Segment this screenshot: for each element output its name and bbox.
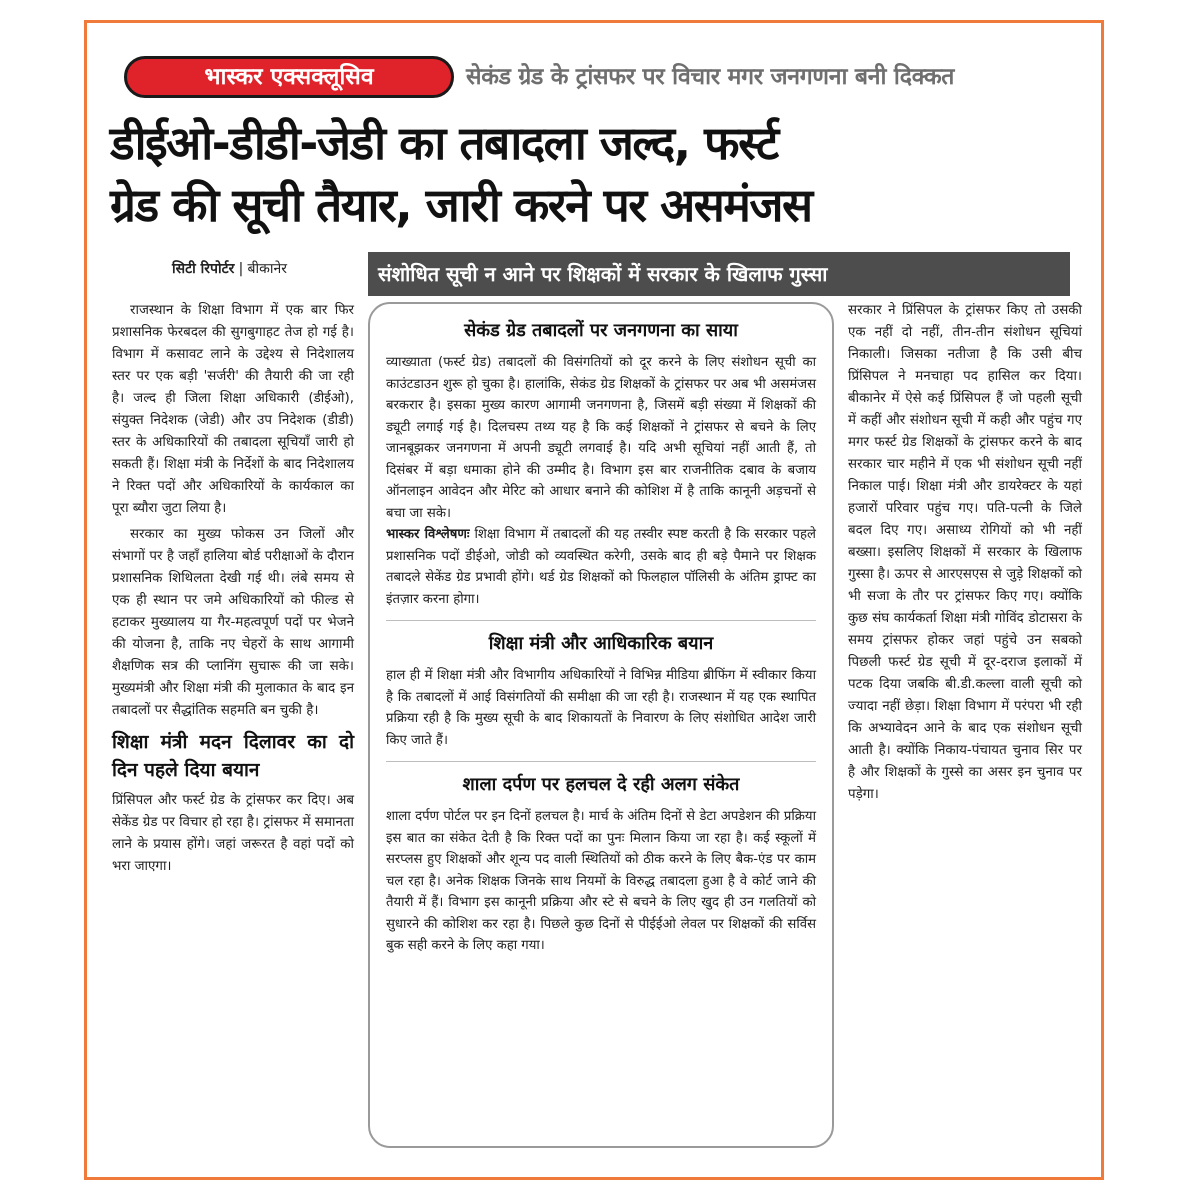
minister-statement-text: प्रिंसिपल और फर्स्ट ग्रेड के ट्रांसफर कर दिए। अब सेकेंड ग्रेड पर विचार हो रहा है। ट्रांसफर में समानता लाने के प्रयास होंगे। जहां जरूरत है वहां पदों को भरा जाएगा। (112, 793, 354, 874)
section-official-heading: शिक्षा मंत्री और आधिकारिक बयान (488, 633, 714, 654)
byline-separator: | (238, 261, 244, 277)
minister-statement-heading: शिक्षा मंत्री मदन दिलावर का दो दिन पहले दिया बयान (112, 731, 354, 781)
right-column (848, 300, 1082, 810)
headline (110, 112, 1100, 236)
section-divider (386, 761, 816, 762)
left-column (112, 300, 354, 882)
section-divider (386, 620, 816, 621)
exclusive-badge (124, 56, 454, 98)
section-official-text: हाल ही में शिक्षा मंत्री और विभागीय अधिकारियों ने विभिन्न मीडिया ब्रीफिंग में स्वीकार किया है कि तबादलों में आई विसंगतियों की समीक्षा की जा रही है। राजस्थान में यह एक स्थापित प्रक्रिया रही है कि मुख्य सूची के बाद शिकायतों के निवारण के लिए संशोधित आदेश जारी किए जाते हैं। (386, 668, 816, 748)
analysis-paragraph (386, 524, 816, 610)
analysis-lead: भास्कर विश्लेषणः (386, 527, 470, 542)
kicker: सेकंड ग्रेड के ट्रांसफर पर विचार मगर जनगणना बनी दिक्कत (466, 64, 955, 90)
subdeck-banner (368, 252, 1070, 296)
left-paragraph-1: राजस्थान के शिक्षा विभाग में एक बार फिर प्रशासनिक फेरबदल की सुगबुगाहट तेज हो गई है। विभाग में कसावट लाने के उद्देश्य से निदेशालय स्तर पर एक बड़ी 'सर्जरी' की तैयारी की जा रही है। जल्द ही जिला शिक्षा अधिकारी (डीईओ), संयुक्त निदेशक (जेडी) और उप निदेशक (डीडी) स्तर के अधिकारियों की तबादला सूचियाँ जारी हो सकती हैं। शिक्षा मंत्री के निर्देशों के बाद निदेशालय ने रिक्त पदों और अधिकारियों के कार्यकाल का पूरा ब्यौरा जुटा लिया है। (112, 303, 354, 516)
section-shaladarpan-text: शाला दर्पण पोर्टल पर इन दिनों हलचल है। मार्च के अंतिम दिनों से डेटा अपडेशन की प्रक्रिया इस बात का संकेत देती है कि रिक्त पदों का पुनः मिलान किया जा रहा है। कई स्कूलों में सरप्लस हुए शिक्षकों और शून्य पद वाली स्थितियों को ठीक करने के लिए बैक-एंड पर काम चल रहा है। अनेक शिक्षक जिनके साथ नियमों के विरुद्ध तबादला हुआ है वे कोर्ट जाने की तैयारी में हैं। विभाग इस कानूनी प्रक्रिया और स्टे से बचने के लिए खुद ही उन गलतियों को सुधारने की कोशिश कर रहा है। पिछले कुछ दिनों से पीईईओ लेवल पर शिक्षकों की सर्विस बुक सही करने के लिए कहा गया। (386, 809, 816, 953)
byline-city: बीकानेर (247, 261, 287, 277)
headline-line-2: ग्रेड की सूची तैयार, जारी करने पर असमंजस (110, 178, 812, 232)
badge-label: भास्कर एक्सक्लूसिव (204, 64, 374, 90)
headline-line-1: डीईओ-डीडी-जेडी का तबादला जल्द, फर्स्ट (110, 116, 778, 170)
byline-reporter: सिटी रिपोर्टर (172, 261, 235, 277)
right-column-text: सरकार ने प्रिंसिपल के ट्रांसफर किए तो उसकी एक नहीं दो नहीं, तीन-तीन संशोधन सूचियां निकाली। जिसका नतीजा है कि उसी बीच प्रिंसिपल ने मनचाहा पद हासिल कर दिया। बीकानेर में ऐसे कई प्रिंसिपल हैं जो पहली सूची में कहीं और संशोधन सूची में कही और पहुंच गए मगर फर्स्ट ग्रेड शिक्षकों के ट्रांसफर करने के बाद सरकार चार महीने में एक भी संशोधन सूची नहीं निकाल पाई। शिक्षा मंत्री और डायरेक्टर के यहां हजारों परिवार पहुंच गए। पति-पत्नी के जिले बदल दिए गए। असाध्य रोगियों को भी नहीं बख्सा। इसलिए शिक्षकों में सरकार के खिलाफ गुस्सा है। ऊपर से आरएसएस से जुड़े शिक्षकों को भी सजा के तौर पर ट्रांसफर किए गए। क्योंकि कुछ संघ कार्यकर्ता शिक्षा मंत्री गोविंद डोटासरा के समय ट्रांसफर होकर जहां पहुंचे उन सबको पिछली फर्स्ट ग्रेड सूची में दूर-दराज इलाकों में पटक दिया जबकि बी.डी.कल्ला वाली सूची को ज्यादा नहीं छेड़ा। शिक्षा विभाग में परंपरा भी रही कि अभ्यावेदन आने के बाद एक संशोधन सूची आती है। क्योंकि निकाय-पंचायत चुनाव सिर पर है और शिक्षकों के गुस्से का असर इन चुनाव पर पड़ेगा। (848, 303, 1082, 802)
left-paragraph-2: सरकार का मुख्य फोकस उन जिलों और संभागों पर है जहाँ हालिया बोर्ड परीक्षाओं के दौरान प्रशासनिक शिथिलता देखी गई थी। लंबे समय से एक ही स्थान पर जमे अधिकारियों को फील्ड से हटाकर मुख्यालय या गैर-महत्वपूर्ण पदों पर भेजने की योजना है, ताकि नए चेहरों के साथ आगामी शैक्षणिक सत्र की प्लानिंग सुचारू की जा सके। मुख्यमंत्री और शिक्षा मंत्री की मुलाकात के बाद इन तबादलों पर सैद्धांतिक सहमति बन चुकी है। (112, 527, 354, 718)
section-census-text: व्याख्याता (फर्स्ट ग्रेड) तबादलों की विसंगतियों को दूर करने के लिए संशोधन सूची का काउंटडाउन शुरू हो चुका है। हालांकि, सेकंड ग्रेड शिक्षकों के ट्रांसफर पर अब भी असमंजस बरकरार है। इसका मुख्य कारण आगामी जनगणना है, जिसमें बड़ी संख्या में शिक्षकों की ड्यूटी लगाई गई है। दिलचस्प तथ्य यह है कि कई शिक्षकों ने ट्रांसफर से बचने के लिए जानबूझकर जनगणना में अपनी ड्यूटी लगवाई है। यदि अभी सूचियां नहीं आती हैं, तो दिसंबर में बड़ा धमाका होने की उम्मीद है। विभाग इस बार राजनीतिक दबाव के बजाय ऑनलाइन आवेदन और मेरिट को आधार बनाने की कोशिश में है ताकि कानूनी अड़चनों से बचा जा सके। (386, 355, 816, 521)
analysis-text: शिक्षा विभाग में तबादलों की यह तस्वीर स्पष्ट करती है कि सरकार पहले प्रशासनिक पदों डीईओ, जोडी को व्यवस्थित करेगी, उसके बाद ही बड़े पैमाने पर शिक्षक तबादले सेकेंड ग्रेड प्रभावी होंगे। थर्ड ग्रेड शिक्षकों को फिलहाल पॉलिसी के अंतिम ड्राफ्ट का इंतज़ार करना होगा। (386, 527, 816, 607)
subdeck-text: संशोधित सूची न आने पर शिक्षकों में सरकार के खिलाफ गुस्सा (378, 262, 828, 286)
section-census-heading: सेकंड ग्रेड तबादलों पर जनगणना का साया (464, 320, 738, 341)
center-box (368, 302, 834, 1148)
section-shaladarpan-heading: शाला दर्पण पर हलचल दे रही अलग संकेत (462, 774, 740, 795)
